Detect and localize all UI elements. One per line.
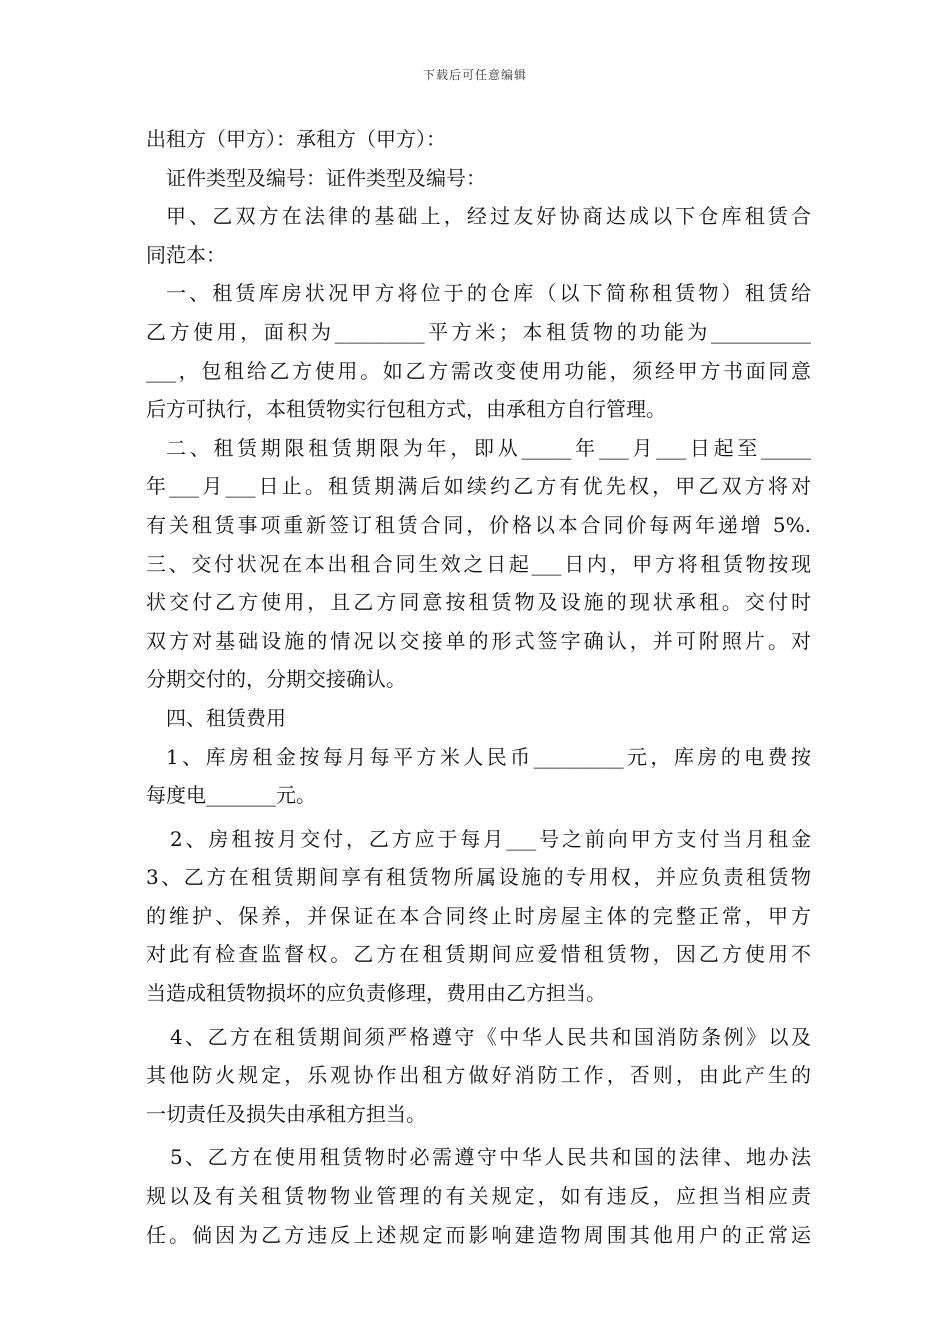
intro-line-2: 同范本： — [146, 242, 226, 267]
clause-5-line-2: 规以及有关租赁物物业管理的有关规定，如有违反，应担当相应责 — [146, 1184, 811, 1209]
clause-5-line-1: 5、乙方在使用租赁物时必需遵守中华人民共和国的法律、地办法 — [170, 1145, 811, 1170]
clause-3-line-2: 的维护、保养，并保证在本合同终止时房屋主体的完整正常，甲方 — [146, 903, 811, 928]
section-2-line-3: 有关租赁事项重新签订租赁合同，价格以本合同价每两年递增 5%. — [146, 512, 811, 537]
clause-3-line-3: 对此有检查监督权。乙方在租赁期间应爱惜租赁物，因乙方使用不 — [146, 942, 811, 967]
section-1-line-4: 后方可执行，本租赁物实行包租方式，由承租方自行管理。 — [146, 397, 666, 422]
clause-5-line-3: 任。倘因为乙方违反上述规定而影响建造物周围其他用户的正常运 — [146, 1222, 811, 1247]
clause-3-line-1: 3、乙方在租赁期间享有租赁物所属设施的专用权，并应负责租赁物 — [146, 865, 811, 890]
section-1-line-1: 一、租赁库房状况甲方将位于的仓库（以下简称租赁物）租赁给 — [166, 281, 811, 306]
clause-4-line-3: 一切责任及损失由承租方担当。 — [146, 1101, 426, 1126]
section-2-line-2: 年___月___日止。租赁期满后如续约乙方有优先权，甲乙双方将对 — [146, 474, 811, 499]
section-3-line-1: 三、交付状况在本出租合同生效之日起___日内，甲方将租赁物按现 — [146, 551, 811, 576]
section-1-line-2: 乙方使用，面积为_________平方米；本租赁物的功能为__________ — [146, 319, 811, 344]
page-header: 下载后可任意编辑 — [422, 68, 527, 82]
section-3-line-2: 状交付乙方使用，且乙方同意按租赁物及设施的现状承租。交付时 — [146, 590, 811, 615]
clause-2-line: 2、房租按月交付，乙方应于每月___号之前向甲方支付当月租金 — [170, 826, 811, 851]
clause-1-line-2: 每度电_______元。 — [146, 783, 316, 808]
id-type-line: 证件类型及编号：证件类型及编号： — [166, 165, 486, 190]
clause-4-line-1: 4、乙方在租赁期间须严格遵守《中华人民共和国消防条例》以及 — [170, 1024, 811, 1049]
section-4-title: 四、租赁费用 — [166, 705, 286, 730]
section-2-line-1: 二、租赁期限租赁期限为年，即从_____年___月___日起至_____ — [166, 435, 811, 460]
section-1-line-3: ___，包租给乙方使用。如乙方需改变使用功能，须经甲方书面同意 — [146, 358, 811, 383]
contract-body — [146, 120, 811, 1254]
party-line: 出租方（甲方）：承租方（甲方）： — [146, 127, 446, 151]
section-3-line-4: 分期交付的，分期交接确认。 — [146, 667, 406, 692]
section-3-line-3: 双方对基础设施的情况以交接单的形式签字确认，并可附照片。对 — [146, 628, 811, 653]
intro-line-1: 甲、乙双方在法律的基础上，经过友好协商达成以下仓库租赁合 — [166, 204, 811, 229]
clause-3-line-4: 当造成租赁物损坏的应负责修理，费用由乙方担当。 — [146, 981, 606, 1006]
clause-1-line-1: 1、库房租金按每月每平方米人民币_________元，库房的电费按 — [166, 744, 811, 769]
clause-4-line-2: 其他防火规定，乐观协作出租方做好消防工作，否则，由此产生的 — [146, 1063, 811, 1088]
